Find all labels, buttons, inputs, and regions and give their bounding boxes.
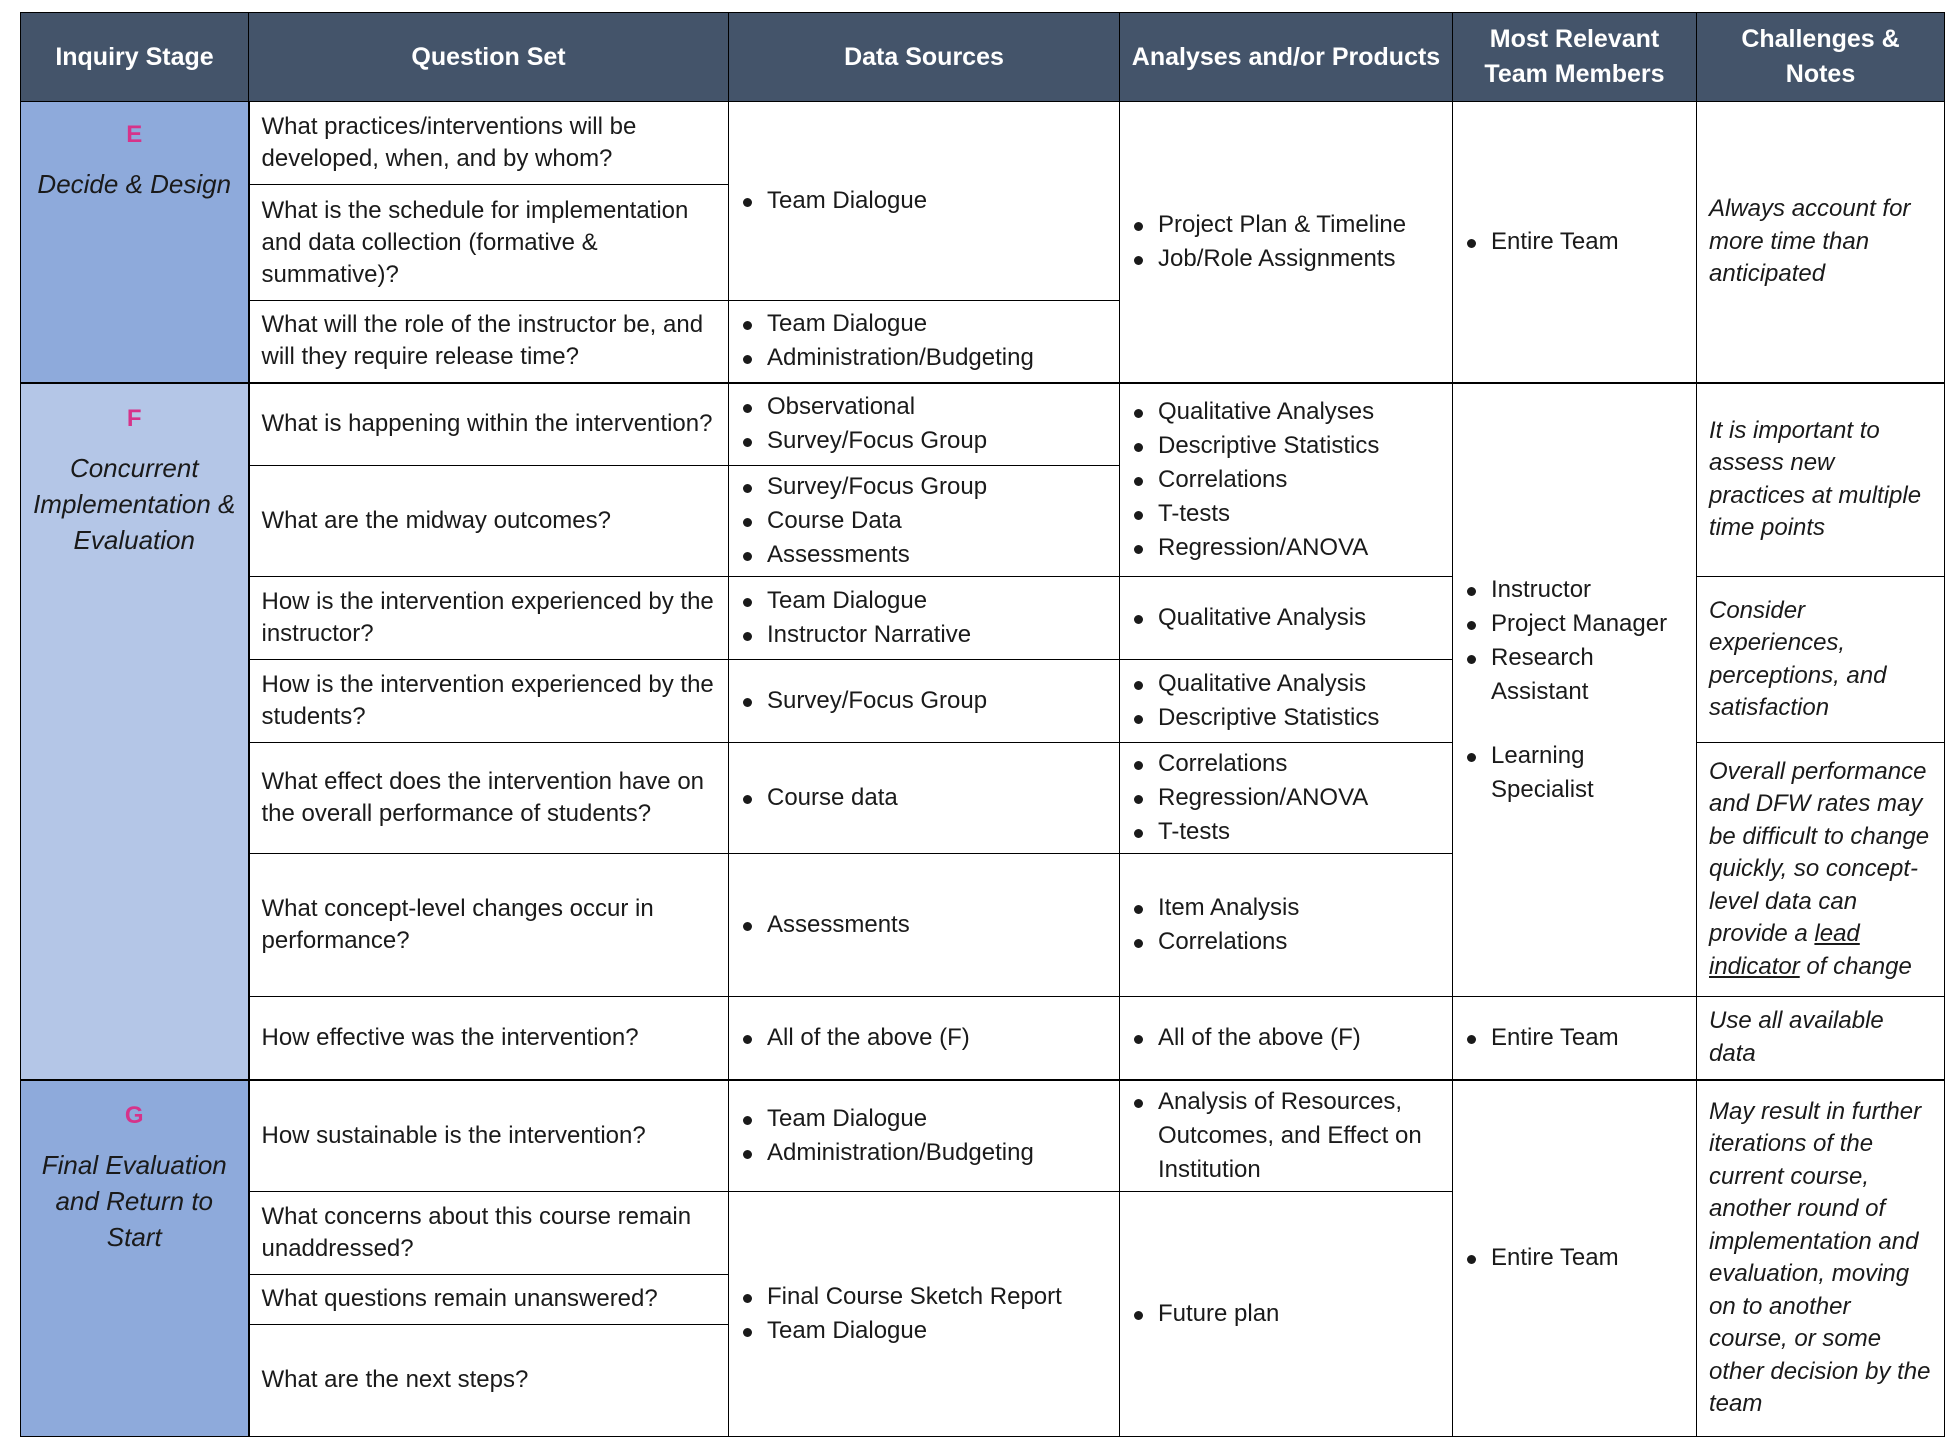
list-item: Correlations [1130, 925, 1442, 959]
list-item: Course Data [739, 504, 1109, 538]
analyses-cell [1120, 383, 1453, 577]
sources-cell [729, 1191, 1120, 1436]
question-cell: How is the intervention experienced by the students? [249, 660, 729, 743]
list-item: Team Dialogue [739, 584, 1109, 618]
header-challenges-notes: Challenges & Notes [1697, 13, 1945, 102]
list-item: Team Dialogue [739, 307, 1109, 341]
note-cell: Always account for more time than anticipated [1697, 102, 1945, 383]
table-row [21, 102, 1945, 185]
list-item: Entire Team [1463, 225, 1686, 259]
list-item: Regression/ANOVA [1130, 781, 1442, 815]
header-analyses-products: Analyses and/or Products [1120, 13, 1453, 102]
list-item: Entire Team [1463, 1241, 1686, 1275]
stage-name: Decide & Design [37, 169, 232, 199]
note-text: Overall performance and DFW rates may be difficult to change quickly, so concept-level data can provide a [1709, 757, 1930, 948]
question-cell: How is the intervention experienced by the instructor? [249, 577, 729, 660]
inquiry-table [20, 12, 1945, 1437]
header-data-sources: Data Sources [729, 13, 1120, 102]
list-item: Survey/Focus Group [739, 470, 1109, 504]
list-item: Final Course Sketch Report [739, 1280, 1109, 1314]
list-item: Descriptive Statistics [1130, 701, 1442, 735]
analyses-cell [1120, 1191, 1453, 1436]
note-cell [1697, 743, 1945, 997]
list-item: Research Assistant [1463, 641, 1686, 709]
note-cell: May result in further iterations of the current course, another round of implementation and evaluation, moving on to another course, or some other decision by the team [1697, 1080, 1945, 1437]
list-item: Team Dialogue [739, 1314, 1109, 1348]
list-item: Entire Team [1463, 1021, 1686, 1055]
sources-cell [729, 743, 1120, 854]
list-item: Descriptive Statistics [1130, 429, 1442, 463]
stage-f-cell [21, 383, 249, 1080]
table-row [21, 997, 1945, 1080]
list-item: All of the above (F) [1130, 1021, 1442, 1055]
list-item: Instructor [1463, 573, 1686, 607]
list-item: Qualitative Analysis [1130, 601, 1442, 635]
list-item: Qualitative Analyses [1130, 395, 1442, 429]
sources-cell [729, 854, 1120, 997]
team-cell [1453, 997, 1697, 1080]
sources-cell [729, 1080, 1120, 1192]
question-cell: How effective was the intervention? [249, 997, 729, 1080]
note-text: of change [1806, 952, 1912, 980]
question-cell: What practices/interventions will be developed, when, and by whom? [249, 102, 729, 185]
team-cell [1453, 1080, 1697, 1437]
question-cell: What concerns about this course remain unaddressed? [249, 1191, 729, 1274]
stage-e-cell [21, 102, 249, 383]
question-cell: What are the midway outcomes? [249, 466, 729, 577]
lead-indicator-text: lead indicator [1709, 920, 1860, 980]
analyses-cell [1120, 1080, 1453, 1192]
list-item: Project Plan & Timeline [1130, 208, 1442, 242]
sources-cell [729, 102, 1120, 301]
list-item: Team Dialogue [739, 184, 1109, 218]
list-item: Qualitative Analysis [1130, 667, 1442, 701]
note-cell: Consider experiences, perceptions, and satisfaction [1697, 577, 1945, 743]
analyses-cell [1120, 660, 1453, 743]
sources-cell [729, 383, 1120, 466]
sources-cell [729, 660, 1120, 743]
list-item: Learning Specialist [1463, 739, 1686, 807]
list-item: Course data [739, 781, 1109, 815]
list-item: Survey/Focus Group [739, 424, 1109, 458]
list-item: Assessments [739, 538, 1109, 572]
note-cell: Use all available data [1697, 997, 1945, 1080]
analyses-cell [1120, 997, 1453, 1080]
list-item: Administration/Budgeting [739, 341, 1109, 375]
header-team-members: Most Relevant Team Members [1453, 13, 1697, 102]
header-question-set: Question Set [249, 13, 729, 102]
header-row [21, 13, 1945, 102]
question-cell: What will the role of the instructor be, and will they require release time? [249, 301, 729, 383]
stage-letter: F [126, 404, 142, 432]
list-item: T-tests [1130, 497, 1442, 531]
list-item: Correlations [1130, 463, 1442, 497]
list-item: Survey/Focus Group [739, 684, 1109, 718]
question-cell: How sustainable is the intervention? [249, 1080, 729, 1192]
question-cell: What questions remain unanswered? [249, 1274, 729, 1324]
sources-cell [729, 997, 1120, 1080]
sources-cell [729, 577, 1120, 660]
list-item: Item Analysis [1130, 891, 1442, 925]
list-item: Analysis of Resources, Outcomes, and Effect on Institution [1130, 1085, 1442, 1187]
question-cell: What effect does the intervention have on the overall performance of students? [249, 743, 729, 854]
sources-cell [729, 301, 1120, 383]
question-cell: What are the next steps? [249, 1324, 729, 1436]
header-inquiry-stage: Inquiry Stage [21, 13, 249, 102]
list-item: Administration/Budgeting [739, 1136, 1109, 1170]
question-cell: What is the schedule for implementation and data collection (formative & summative)? [249, 185, 729, 301]
analyses-cell [1120, 854, 1453, 997]
list-item: Observational [739, 390, 1109, 424]
note-cell: It is important to assess new practices at multiple time points [1697, 383, 1945, 577]
question-cell: What is happening within the intervention? [249, 383, 729, 466]
question-cell: What concept-level changes occur in performance? [249, 854, 729, 997]
table-row [21, 1080, 1945, 1192]
list-item: Future plan [1130, 1297, 1442, 1331]
stage-letter: G [124, 1101, 144, 1129]
stage-name: Final Evaluation and Return to Start [41, 1149, 227, 1252]
analyses-cell [1120, 577, 1453, 660]
stage-letter: E [126, 121, 143, 148]
list-item: All of the above (F) [739, 1021, 1109, 1055]
team-cell [1453, 383, 1697, 997]
list-item: Instructor Narrative [739, 618, 1109, 652]
list-item: Project Manager [1463, 607, 1686, 641]
stage-name: Concurrent Implementation & Evaluation [33, 452, 236, 555]
stage-g-cell [21, 1080, 249, 1437]
list-item: T-tests [1130, 815, 1442, 849]
list-item: Team Dialogue [739, 1102, 1109, 1136]
analyses-cell [1120, 102, 1453, 383]
list-item: Job/Role Assignments [1130, 242, 1442, 276]
sources-cell [729, 466, 1120, 577]
table-row [21, 383, 1945, 466]
list-item: Correlations [1130, 747, 1442, 781]
list-item: Assessments [739, 908, 1109, 942]
analyses-cell [1120, 743, 1453, 854]
list-item: Regression/ANOVA [1130, 531, 1442, 565]
team-cell [1453, 102, 1697, 383]
